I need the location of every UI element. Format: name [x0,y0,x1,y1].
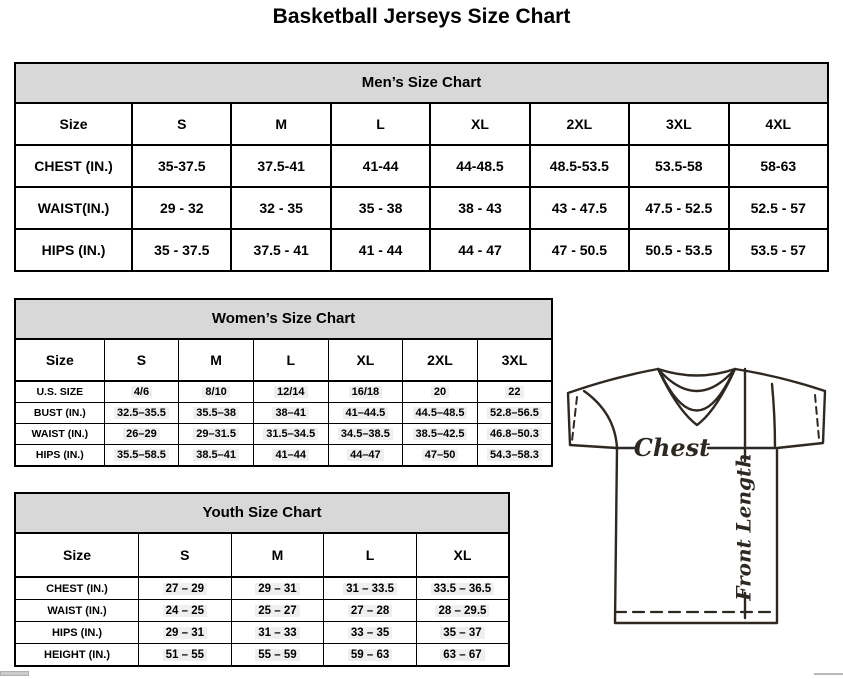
size-value-cell: 47–50 [403,445,478,467]
column-header: M [231,533,324,577]
page-title: Basketball Jerseys Size Chart [272,5,571,28]
youth-table [14,532,510,667]
scrollbar-thumb-fragment-left[interactable] [0,671,29,676]
size-value-cell: 44–47 [328,445,403,467]
table-row [15,381,552,403]
size-value-cell: 31.5–34.5 [253,424,328,445]
size-value-cell: 41-44 [331,145,430,187]
row-label: U.S. SIZE [15,381,104,403]
column-header: XL [430,103,529,145]
womens-size-chart [14,298,553,467]
row-label: BUST (IN.) [15,403,104,424]
size-value-cell: 12/14 [253,381,328,403]
size-value-cell: 29–31.5 [179,424,254,445]
size-value-cell: 26–29 [104,424,179,445]
column-header: L [331,103,430,145]
size-value-cell: 34.5–38.5 [328,424,403,445]
column-header: M [231,103,330,145]
column-header: S [132,103,231,145]
size-value-cell: 44 - 47 [430,229,529,271]
row-label: HIPS (IN.) [15,622,139,644]
table-row [15,644,509,667]
table-row [15,403,552,424]
table-row [15,229,828,271]
size-value-cell: 51 – 55 [139,644,232,667]
size-value-cell: 29 - 32 [132,187,231,229]
size-value-cell: 55 – 59 [231,644,324,667]
column-header: M [179,339,254,381]
size-value-cell: 33.5 – 36.5 [416,577,509,600]
column-header-row [15,533,509,577]
size-value-cell: 63 – 67 [416,644,509,667]
size-value-cell: 47 - 50.5 [530,229,629,271]
size-value-cell: 53.5-58 [629,145,728,187]
row-label: HIPS (IN.) [15,445,104,467]
jersey-left-armhole-seam [584,391,617,448]
size-value-cell: 32 - 35 [231,187,330,229]
size-value-cell: 29 – 31 [139,622,232,644]
column-header: XL [328,339,403,381]
size-value-cell: 54.3–58.3 [477,445,552,467]
column-header: S [139,533,232,577]
column-header: 3XL [629,103,728,145]
table-row [15,424,552,445]
size-value-cell: 25 – 27 [231,600,324,622]
size-value-cell: 35 - 37.5 [132,229,231,271]
right-cuff-dashed-line [815,395,819,439]
row-label: CHEST (IN.) [15,145,132,187]
size-value-cell: 32.5–35.5 [104,403,179,424]
column-header: 4XL [729,103,829,145]
size-value-cell: 38.5–42.5 [403,424,478,445]
jersey-collar-top-arc [658,369,735,376]
size-value-cell: 44.5–48.5 [403,403,478,424]
row-label: WAIST (IN.) [15,600,139,622]
size-value-cell: 35.5–58.5 [104,445,179,467]
jersey-collar-vneck [658,369,735,425]
table-row [15,577,509,600]
size-value-cell: 4/6 [104,381,179,403]
row-label: HIPS (IN.) [15,229,132,271]
row-label: WAIST(IN.) [15,187,132,229]
size-value-cell: 37.5-41 [231,145,330,187]
mens-size-chart [14,62,829,272]
size-value-cell: 53.5 - 57 [729,229,829,271]
jersey-right-armhole-seam [772,384,775,448]
size-value-cell: 35 – 37 [416,622,509,644]
column-header: 2XL [530,103,629,145]
size-value-cell: 38.5–41 [179,445,254,467]
size-value-cell: 41 - 44 [331,229,430,271]
size-value-cell: 31 – 33 [231,622,324,644]
jersey-outline-drawing [556,355,840,631]
size-value-cell: 52.8–56.5 [477,403,552,424]
front-length-label: Front Length [731,453,756,601]
column-header: S [104,339,179,381]
size-value-cell: 41–44.5 [328,403,403,424]
size-value-cell: 28 – 29.5 [416,600,509,622]
size-value-cell: 16/18 [328,381,403,403]
womens-table-title: Women’s Size Chart [14,298,553,340]
size-value-cell: 24 – 25 [139,600,232,622]
row-label: CHEST (IN.) [15,577,139,600]
size-value-cell: 37.5 - 41 [231,229,330,271]
size-value-cell: 44-48.5 [430,145,529,187]
size-value-cell: 33 – 35 [324,622,417,644]
youth-table-title: Youth Size Chart [14,492,510,534]
size-value-cell: 20 [403,381,478,403]
left-cuff-dashed-line [572,397,577,441]
row-label: WAIST (IN.) [15,424,104,445]
column-header: 3XL [477,339,552,381]
scrollbar-thumb-fragment-right[interactable] [814,673,843,675]
size-value-cell: 59 – 63 [324,644,417,667]
table-row [15,187,828,229]
column-header-row [15,103,828,145]
mens-table-title: Men’s Size Chart [14,62,829,104]
size-value-cell: 43 - 47.5 [530,187,629,229]
youth-size-chart [14,492,510,667]
size-value-cell: 35 - 38 [331,187,430,229]
mens-table [14,102,829,272]
size-value-cell: 46.8–50.3 [477,424,552,445]
size-value-cell: 47.5 - 52.5 [629,187,728,229]
size-value-cell: 22 [477,381,552,403]
size-value-cell: 48.5-53.5 [530,145,629,187]
size-value-cell: 35-37.5 [132,145,231,187]
size-value-cell: 8/10 [179,381,254,403]
size-value-cell: 29 – 31 [231,577,324,600]
table-row [15,145,828,187]
column-header: 2XL [403,339,478,381]
jersey-measurement-diagram [556,355,840,631]
table-row [15,622,509,644]
size-value-cell: 58-63 [729,145,829,187]
table-row [15,445,552,467]
size-value-cell: 41–44 [253,445,328,467]
column-header-row [15,339,552,381]
column-header: L [253,339,328,381]
size-value-cell: 27 – 29 [139,577,232,600]
size-value-cell: 27 – 28 [324,600,417,622]
womens-table [14,338,553,467]
size-value-cell: 31 – 33.5 [324,577,417,600]
chest-label: Chest [633,433,711,462]
size-value-cell: 50.5 - 53.5 [629,229,728,271]
size-value-cell: 38 - 43 [430,187,529,229]
jersey-body-outline [568,369,825,623]
size-value-cell: 38–41 [253,403,328,424]
size-value-cell: 52.5 - 57 [729,187,829,229]
column-header: XL [416,533,509,577]
column-header: Size [15,339,104,381]
column-header: L [324,533,417,577]
column-header: Size [15,103,132,145]
table-row [15,600,509,622]
column-header: Size [15,533,139,577]
size-value-cell: 35.5–38 [179,403,254,424]
row-label: HEIGHT (IN.) [15,644,139,667]
